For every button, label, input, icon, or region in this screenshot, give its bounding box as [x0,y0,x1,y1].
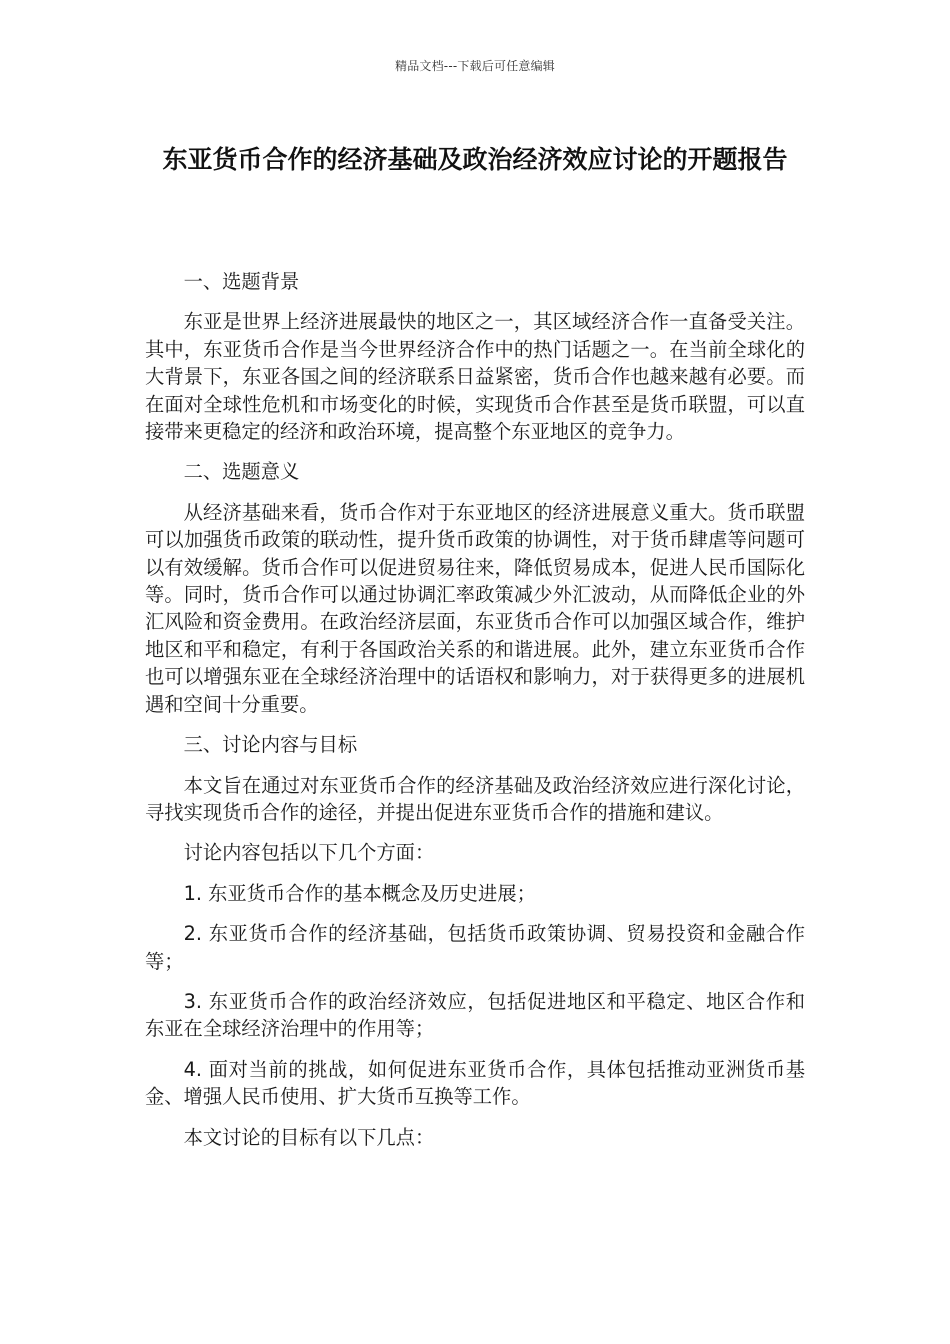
list-item-3: 3. 东亚货币合作的政治经济效应，包括促进地区和平稳定、地区合作和东亚在全球经济治理中的作用等； [145,989,805,1041]
document-title: 东亚货币合作的经济基础及政治经济效应讨论的开题报告 [162,145,788,174]
paragraph-significance: 从经济基础来看，货币合作对于东亚地区的经济进展意义重大。货币联盟可以加强货币政策的联动性，提升货币政策的协调性，对于货币肆虐等问题可以有效缓解。货币合作可以促进贸易往来，降低贸易成本，促进人民币国际化等。同时，货币合作可以通过协调汇率政策减少外汇波动，从而降低企业的外汇风险和资金费用。在政治经济层面，东亚货币合作可以加强区域合作，维护地区和平和稳定，有利于各国政治关系的和谐进展。此外，建立东亚货币合作也可以增强东亚在全球经济治理中的话语权和影响力，对于获得更多的进展机遇和空间十分重要。 [145,500,805,716]
paragraph-background: 东亚是世界上经济进展最快的地区之一，其区域经济合作一直备受关注。其中，东亚货币合作是当今世界经济合作中的热门话题之一。在当前全球化的大背景下，东亚各国之间的经济联系日益紧密，货币合作也越来越有必要。而在面对全球性危机和市场变化的时候，实现货币合作甚至是货币联盟，可以直接带来更稳定的经济和政治环境，提高整个东亚地区的竞争力。 [145,310,805,444]
list-item-4: 4. 面对当前的挑战，如何促进东亚货币合作，具体包括推动亚洲货币基金、增强人民币使用、扩大货币互换等工作。 [145,1057,805,1109]
paragraph-goals-intro: 本文讨论的目标有以下几点： [183,1125,435,1149]
list-item-1: 1. 东亚货币合作的基本概念及历史进展； [183,881,536,905]
section-heading-significance: 二、选题意义 [183,460,300,484]
section-heading-content-goals: 三、讨论内容与目标 [183,733,358,757]
paragraph-purpose: 本文旨在通过对东亚货币合作的经济基础及政治经济效应进行深化讨论，寻找实现货币合作的途径，并提出促进东亚货币合作的措施和建议。 [145,773,805,824]
section-heading-background: 一、选题背景 [183,270,300,293]
header-note: 精品文档---下载后可任意编辑 [395,59,555,73]
list-item-2: 2. 东亚货币合作的经济基础，包括货币政策协调、贸易投资和金融合作等； [145,922,805,973]
paragraph-content-intro: 讨论内容包括以下几个方面： [183,841,435,865]
document-body [145,268,805,1164]
